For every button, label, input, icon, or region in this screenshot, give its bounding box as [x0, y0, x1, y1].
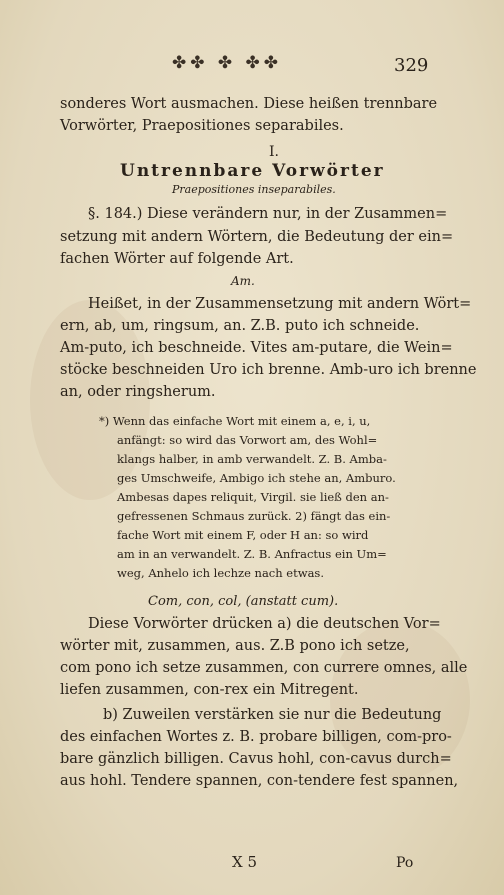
text-line: liefen zusammen, con-rex ein Mitregent.	[60, 682, 359, 698]
am-label: Am.	[231, 274, 255, 288]
text-line: Diese Vorwörter drücken a) die deutschen Vor=	[88, 616, 441, 632]
footnote-line: anfängt: so wird das Vorwort am, des Wohl=	[117, 433, 378, 447]
text-line: wörter mit, zusammen, aus. Z.B pono ich setze,	[60, 638, 410, 654]
text-line: §. 184.) Diese verändern nur, in der Zusammen=	[88, 206, 448, 222]
signature-mark: X 5	[232, 853, 257, 871]
text-line: Vorwörter, Praepositiones separabiles.	[60, 118, 344, 134]
catchword: Po	[396, 855, 414, 871]
section-number: I.	[269, 144, 279, 160]
footnote-line: fache Wort mit einem F, oder H an: so wird	[117, 528, 369, 542]
text-line: com pono ich setze zusammen, con currere omnes, alle	[60, 660, 468, 676]
text-line: aus hohl. Tendere spannen, con-tendere fest spannen,	[60, 773, 459, 789]
footnote-line: Ambesas dapes reliquit, Virgil. sie ließ den an-	[117, 490, 389, 504]
footnote-line: *) Wenn das einfache Wort mit einem a, e, i, u,	[99, 414, 371, 428]
text-line: setzung mit andern Wörtern, die Bedeutung der ein=	[60, 229, 454, 245]
footnote-line: am in an verwandelt. Z. B. Anfractus ein Um=	[117, 547, 387, 561]
section-heading: Untrennbare Vorwörter	[120, 161, 385, 181]
footnote-line: gefressenen Schmaus zurück. 2) fängt das ein-	[117, 509, 391, 523]
text-line: Heißet, in der Zusammensetzung mit andern Wört=	[88, 296, 472, 312]
text-line: des einfachen Wortes z. B. probare billigen, com-pro-	[60, 729, 452, 745]
text-line: bare gänzlich billigen. Cavus hohl, con-cavus durch=	[60, 751, 452, 767]
section-subtitle: Praepositiones inseparabiles.	[172, 183, 336, 196]
text-line: Am-puto, ich beschneide. Vites am-putare, die Wein=	[60, 340, 453, 356]
text-line: stöcke beschneiden Uro ich brenne. Amb-uro ich brenne	[60, 362, 477, 378]
header-ornament: ✤✤ ✤ ✤✤	[172, 53, 283, 73]
page-number: 329	[394, 55, 429, 76]
footnote-line: ges Umschweife, Ambigo ich stehe an, Amburo.	[117, 471, 396, 485]
text-line: ern, ab, um, ringsum, an. Z.B. puto ich schneide.	[60, 318, 420, 334]
text-line: an, oder ringsherum.	[60, 384, 216, 400]
text-line: sonderes Wort ausmachen. Diese heißen trennbare	[60, 96, 438, 112]
footnote-line: weg, Anhelo ich lechze nach etwas.	[117, 566, 324, 580]
text-line: b) Zuweilen verstärken sie nur die Bedeutung	[103, 707, 442, 723]
text-line: fachen Wörter auf folgende Art.	[60, 251, 294, 267]
footnote-line: klangs halber, in amb verwandelt. Z. B. Amba-	[117, 452, 387, 466]
com-heading: Com, con, col, (anstatt cum).	[148, 594, 339, 609]
